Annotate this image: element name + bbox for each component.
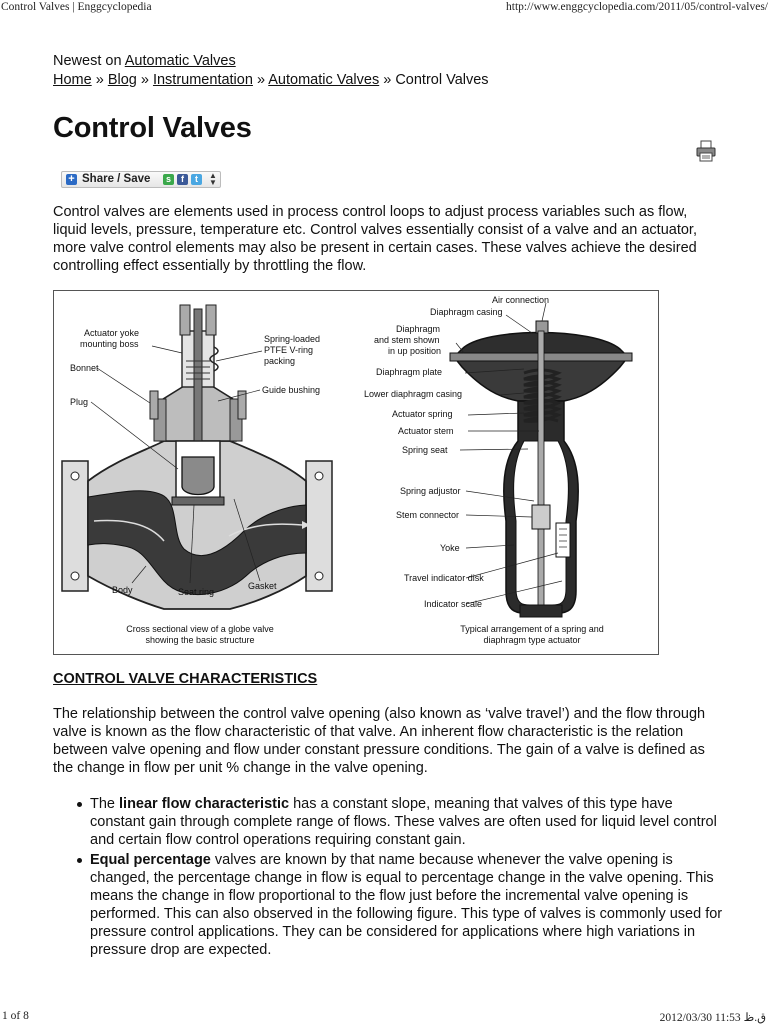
breadcrumb-blog[interactable]: Blog [107, 72, 137, 88]
printer-icon[interactable] [696, 140, 716, 162]
breadcrumb [53, 72, 489, 88]
print-header-title: Control Valves | Enggcyclopedia [1, 1, 152, 13]
breadcrumb-separator: » [91, 72, 108, 88]
breadcrumb-current: Control Valves [395, 72, 489, 88]
valve-diagram [54, 291, 659, 655]
indicator-scale-block [556, 523, 570, 557]
share-save-button[interactable] [61, 171, 221, 188]
characteristics-list [90, 795, 730, 959]
page-title: Control Valves [53, 112, 252, 144]
print-header [0, 0, 768, 16]
seat-ring [172, 497, 224, 505]
label-diaphragm-casing: Diaphragm casing [430, 307, 503, 317]
breadcrumb-separator: » [379, 72, 396, 88]
caption-right-line2: diaphragm type actuator [483, 635, 581, 645]
newest-link[interactable]: Automatic Valves [124, 53, 236, 69]
label-air-connection: Air connection [492, 295, 550, 305]
breadcrumb-instrumentation[interactable]: Instrumentation [152, 72, 253, 88]
characteristics-paragraph: The relationship between the control valve opening (also known as ‘valve travel’) and the flow through valve is known as the flow characteristic of that valve. An inherent flow characteristic is the relation between valve opening and flow under constant pressure conditions. The gain of a valve is defined as the change in flow per unit % change in the valve opening. [53, 706, 706, 776]
label-ptfe: PTFE V-ring [264, 345, 314, 355]
label-plug: Plug [70, 397, 89, 407]
control-valve-figure [53, 290, 659, 655]
breadcrumb-home[interactable]: Home [53, 72, 92, 88]
page-count: 1 of 8 [2, 1010, 29, 1022]
label-diaphragm-plate: Diaphragm plate [376, 367, 443, 377]
label-actuator-spring: Actuator spring [392, 409, 453, 419]
twitter-icon[interactable]: t [191, 174, 202, 185]
label-stem-shown: and stem shown [374, 335, 440, 345]
caption-right-line1: Typical arrangement of a spring and [460, 624, 604, 634]
updown-caret-icon: ▲ ▼ [209, 171, 217, 187]
label-actuator-yoke: Actuator yoke [84, 328, 140, 338]
label-actuator-stem: Actuator stem [398, 426, 454, 436]
facebook-icon[interactable]: f [177, 174, 188, 185]
bullet-pre: The [90, 796, 120, 812]
list-item-equal-percentage [90, 851, 730, 959]
label-mounting-boss: mounting boss [80, 339, 139, 349]
label-up-position: in up position [388, 346, 442, 356]
share-label: Share / Save [82, 173, 151, 185]
label-diaphragm: Diaphragm [396, 324, 441, 334]
print-footer [0, 1006, 768, 1024]
caption-left-line2: showing the basic structure [145, 635, 255, 645]
intro-paragraph: Control valves are elements used in process control loops to adjust process variables such as flow, liquid levels, pressure, temperature etc. Control valves essentially consist of a valve and an actuator, more valve control elements may also be present in certain cases. These valves achieve the desired controlling effect essentially by throttling the flow. [53, 204, 697, 274]
label-packing: packing [264, 356, 296, 366]
print-timestamp: 2012/03/30 11:53 ق.ظ [659, 1012, 766, 1024]
stem-connector [532, 505, 550, 529]
bullet-bold: Equal percentage [90, 852, 211, 868]
bullet-rest: valves are known by that name because whenever the valve opening is changed, the percentage change in flow is equal to percentage change in the valve opening. This means the change in flow proportional to the flow just before the incremental valve opening is performed. This can also observed in the following figure. This type of valves is commonly used for pressure control applications. They can be considered for applications where high variations in pressure drop are expected. [90, 852, 723, 958]
bullet-bold: linear flow characteristic [119, 796, 290, 812]
label-bonnet: Bonnet [70, 363, 99, 373]
label-body: Body [112, 585, 133, 595]
plus-icon: + [66, 174, 77, 185]
label-stem-connector: Stem connector [396, 510, 460, 520]
label-lower-casing: Lower diaphragm casing [364, 389, 463, 399]
label-indicator-scale: Indicator scale [424, 599, 483, 609]
valve-plug [182, 457, 214, 495]
label-travel-indicator: Travel indicator disk [404, 573, 484, 583]
section-heading: CONTROL VALVE CHARACTERISTICS [53, 671, 318, 687]
list-item-linear [90, 795, 730, 849]
actuator-stem [538, 331, 544, 611]
print-header-url: http://www.enggcyclopedia.com/2011/05/control-valves/ [506, 1, 768, 13]
label-seat-ring: Seat ring [178, 587, 215, 597]
label-spring-seat: Spring seat [402, 445, 448, 455]
label-yoke: Yoke [440, 543, 460, 553]
breadcrumb-separator: » [136, 72, 153, 88]
label-spring-adjustor: Spring adjustor [400, 486, 461, 496]
label-guide-bushing: Guide bushing [262, 385, 321, 395]
breadcrumb-separator: » [252, 72, 269, 88]
label-gasket: Gasket [248, 581, 277, 591]
newest-on [53, 53, 236, 69]
label-spring-loaded: Spring-loaded [264, 334, 321, 344]
share-service-icon[interactable]: s [163, 174, 174, 185]
breadcrumb-automatic-valves[interactable]: Automatic Valves [268, 72, 380, 88]
caption-left-line1: Cross sectional view of a globe valve [126, 624, 274, 634]
newest-prefix: Newest on [53, 53, 125, 69]
bullet-rest: has a constant slope, meaning that valves of this type have constant gain through complete range of flows. These valves are often used for liquid level control and certain flow control operations requiring constant gain. [90, 796, 717, 848]
